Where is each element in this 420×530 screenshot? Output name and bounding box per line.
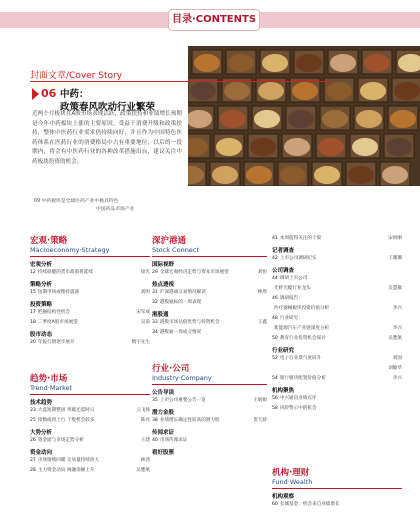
toc-title: 港股通标的一周表现 [159,300,202,305]
toc-title: 中兴通讯业绩点评 [279,396,317,401]
toc-row[interactable] [272,355,402,364]
toc-entry[interactable] [30,289,79,295]
toc-title: 指数或将上行 个股机会较多 [37,418,95,423]
toc-author: 李兴 [392,306,402,311]
cover-credit: 09 中药板块是全球医药产业中极具特色 [34,199,119,204]
toc-entry[interactable] [30,269,93,275]
cover-summary: 近两个月板块在A股市场表现活跃，政策扶持和业绩增长预期是今年中药板块上涨的主要原因。受益于消费升级和政策扶持，整体中医药行业需求仍持续向好，并且作为中国特色医药体系在医药行业的消费格局中占有重要地位，以后的一段期内，将会有中医药行业的各种改革措施出台，建议关注中药板块投资的机会。 [32,111,182,165]
toc-title: 上市公司重要公告一览 [159,398,206,403]
toc-title: 持续稳健的货币政策将延续 [37,270,93,275]
section-industry [152,362,267,456]
section-title: 机构·理财 [272,468,310,478]
cover-credit-2: 中国药品市场产业 [96,207,135,212]
toc-author: 吴楚航 [136,468,150,473]
toc-title: 本周值得关注的个股 [279,236,322,241]
toc-author: 贺天骄 [253,418,267,423]
section-divider [272,488,402,489]
section-divider [30,256,150,257]
toc-page-number: 12 [30,270,36,275]
toc-entry[interactable] [30,437,84,443]
toc-title: 新能源汽车产业链深度分析 [274,326,330,331]
toc-entry[interactable] [152,319,220,325]
toc-entry[interactable] [152,299,201,305]
toc-row[interactable] [30,457,150,466]
toc-page-number: 23 [30,408,36,413]
toc-row[interactable] [152,397,267,406]
toc-author: 吴慧敏 [388,286,402,291]
toc-entry[interactable] [272,335,326,341]
toc-author: 吴前 [140,320,150,325]
toc-entry[interactable] [272,275,307,281]
toc-row[interactable] [272,275,402,284]
section-right-column [272,234,402,415]
toc-page-number: 52 [272,356,278,361]
toc-title: 主力资金动向 两融余额上升 [37,468,95,473]
herbal-medicine-drawers-image [188,46,420,186]
section-subtitle-en: Trend·Market [30,384,73,392]
toc-title: 教育行业投资机会探讨 [279,336,326,341]
toc-title: 市场情绪回暖 交易量持续放大 [37,458,100,463]
toc-title: 全球宏观经济走势与资本市场展望 [159,270,229,275]
group-title: 行业研究 [272,348,295,354]
toc-title: 长城基金：机会来自业绩增长 [279,502,340,507]
toc-page-number: 33 [152,320,158,325]
page-title: 目录·CONTENTS [168,9,260,31]
section-trend [30,372,150,477]
section-title: 行业·公司 [152,364,190,374]
toc-title: 电子行业景气度回升 [279,356,322,361]
toc-page-number: 54 [272,376,278,381]
group-title: 策略分析 [30,282,53,288]
section-divider [152,384,267,385]
toc-page-number: 56 [272,396,278,401]
toc-author: 林然 [257,290,267,295]
toc-row[interactable] [272,501,402,510]
section-title: 深沪港通 [152,236,187,246]
group-title: 机构观察 [272,494,295,500]
toc-row[interactable] [30,407,150,416]
group-title: 国际视野 [152,262,175,268]
cover-headline-1[interactable]: 中药： [60,89,89,100]
toc-page-number: 20 [30,340,36,345]
toc-entry[interactable] [30,309,70,315]
toc-author: 云飞扬 [136,408,150,413]
toc-entry[interactable] [30,407,94,413]
toc-row[interactable] [272,395,402,404]
toc-title: 沪深港通交易情况解读 [159,290,206,295]
toc-row[interactable] [152,329,267,338]
toc-entry[interactable] [272,305,329,311]
toc-row[interactable] [272,295,402,304]
toc-author: 数字先生 [131,340,150,345]
section-subtitle-en: Macroeconomy·Strategy [30,246,110,254]
toc-entry[interactable] [272,315,303,321]
arrow-icon [32,88,39,100]
toc-row[interactable] [272,365,402,374]
toc-row[interactable] [152,319,267,328]
toc-title: 业绩增长确定性较高的潜力股 [159,418,220,423]
section-divider [152,256,267,257]
toc-entry[interactable] [30,319,78,325]
toc-author: 刘敏华 [388,366,402,371]
cover-photo [188,46,420,186]
toc-row[interactable] [152,299,267,308]
toc-entry[interactable] [152,437,187,443]
toc-page-number: 38 [152,418,158,423]
section-subtitle-en: Stock Connect [152,246,199,254]
toc-title: 风险警示中的机会 [279,406,317,411]
toc-row[interactable] [152,289,267,298]
cover-headline-2[interactable]: 政策春风吹动行业繁荣 [60,102,156,113]
toc-title: 行业研究： [279,316,303,321]
toc-entry[interactable] [272,255,317,261]
group-title: 资金动向 [30,450,53,456]
toc-title: 资金面与市场走势分析 [37,438,84,443]
toc-entry[interactable] [152,417,220,423]
toc-row[interactable] [272,405,402,414]
toc-page-number: 46 [272,296,278,301]
toc-row[interactable] [30,437,150,446]
toc-row[interactable] [272,335,402,344]
group-title: 技术趋势 [30,400,53,406]
cover-divider [30,81,330,82]
section-title: 趋势·市场 [30,374,68,384]
toc-title: 二季度A股市场展望 [37,320,78,325]
toc-page-number: 27 [30,458,36,463]
toc-page-number: 40 [152,438,158,443]
toc-title: 调研报告： [279,296,303,301]
toc-author: 王珊珊 [388,256,402,261]
toc-author: 宋祖刚 [388,236,402,241]
toc-page-number: 58 [272,406,278,411]
toc-title: 港股通一周成交情况 [159,330,202,335]
toc-entry[interactable] [272,395,317,401]
toc-title: 港股市场估值优势与投资机会 [159,320,220,325]
toc-title: 上市公司调研纪实 [279,256,317,261]
toc-author: 徐光 [140,270,150,275]
toc-row[interactable] [152,417,267,426]
toc-entry[interactable] [152,289,206,295]
section-macro [30,234,150,349]
toc-author: 吴楚航 [388,336,402,341]
toc-entry[interactable] [152,397,206,403]
toc-page-number: 17 [30,310,36,315]
toc-title: 年报行情逐步展开 [37,340,75,345]
group-title: 公司调查 [272,268,295,274]
toc-author: 高明 [140,290,150,295]
toc-author: 刘国 [392,356,402,361]
group-title: 潜力金股 [152,410,175,416]
toc-author: 王建 [140,438,150,443]
toc-entry[interactable] [272,501,340,507]
toc-row[interactable] [30,269,150,278]
toc-page-number: 25 [30,418,36,423]
toc-title: 大盘短期整固 突破还需时日 [37,408,95,413]
toc-entry[interactable] [30,339,75,345]
toc-page-number: 31 [152,290,158,295]
toc-entry[interactable] [30,417,94,423]
toc-entry[interactable] [272,285,311,291]
toc-page-number: 50 [272,336,278,341]
toc-entry[interactable] [272,235,321,241]
toc-page-number: 18 [30,320,36,325]
section-title: 宏观·策略 [30,236,68,246]
group-title: 宏观分析 [30,262,53,268]
toc-title: 银行板块配置价值分析 [279,376,326,381]
toc-title: 把握结构性机会 [37,310,71,315]
toc-row[interactable] [272,315,402,324]
toc-entry[interactable] [152,329,201,335]
toc-entry[interactable] [272,375,326,381]
toc-title: 市场传闻求证 [159,438,188,443]
toc-row[interactable] [272,235,402,244]
toc-row[interactable] [272,325,402,334]
toc-page-number: 28 [30,468,36,473]
toc-row[interactable] [30,417,150,426]
section-stock-connect [152,234,267,339]
group-title: 投资策略 [30,302,53,308]
toc-row[interactable] [272,285,402,294]
toc-title: 短期市场或维持震荡 [37,290,80,295]
toc-page-number: 35 [152,398,158,403]
toc-author: 王鑫 [257,320,267,325]
toc-page-number: 29 [152,270,158,275]
toc-entry[interactable] [272,355,321,361]
toc-entry[interactable] [272,325,329,331]
toc-entry[interactable] [30,457,99,463]
group-title: 股市动态 [30,332,53,338]
group-title: 机构聚焦 [272,388,295,394]
cover-page-number: 06 [41,87,57,100]
toc-row[interactable] [30,467,150,476]
toc-author: 宋军成 [136,310,150,315]
toc-page-number: 60 [272,502,278,507]
toc-page-number: 41 [272,236,278,241]
toc-entry[interactable] [152,269,229,275]
toc-author: 刘恒 [257,270,267,275]
toc-row[interactable] [272,305,402,314]
toc-row[interactable] [152,269,267,278]
group-title: 大势分析 [30,430,53,436]
group-title: 传闻求证 [152,430,175,436]
toc-author: 李兴 [392,376,402,381]
section-fund [272,466,402,511]
group-title: 港股通 [152,312,169,318]
toc-entry[interactable] [272,365,274,370]
toc-row[interactable] [30,319,150,328]
toc-title: 调研上市公司 [279,276,308,281]
toc-row[interactable] [30,289,150,298]
section-divider [30,394,150,395]
toc-author: 陈亮 [140,418,150,423]
toc-row[interactable] [30,309,150,318]
toc-title: 医疗器械板块投资价值分析 [274,306,330,311]
group-title: 公告导读 [152,390,175,396]
cover-section-title: 封面文章/Cover Story [30,71,123,81]
section-subtitle-en: Industry·Company [152,374,212,382]
toc-title: 光纤光缆行业龙头 [274,286,311,291]
toc-row[interactable] [272,375,402,384]
group-title: 看好股票 [152,450,175,456]
toc-entry[interactable] [272,405,317,411]
toc-row[interactable] [272,255,402,264]
toc-entry[interactable] [272,295,303,301]
toc-page-number: 26 [30,438,36,443]
toc-author: 李兴 [392,326,402,331]
toc-page-number: 48 [272,316,278,321]
toc-entry[interactable] [30,467,94,473]
toc-author: 林茜 [140,458,150,463]
toc-page-number: 15 [30,290,36,295]
toc-row[interactable] [152,437,267,446]
group-title: 记者调查 [272,248,295,254]
toc-row[interactable] [30,339,150,348]
section-subtitle-en: Fund·Wealth [272,478,313,486]
toc-author: 王娟娟 [253,398,267,403]
group-title: 热点透视 [152,282,175,288]
toc-page-number: 32 [152,300,158,305]
toc-page-number: 44 [272,276,278,281]
toc-page-number: 42 [272,256,278,261]
toc-page-number: 34 [152,330,158,335]
